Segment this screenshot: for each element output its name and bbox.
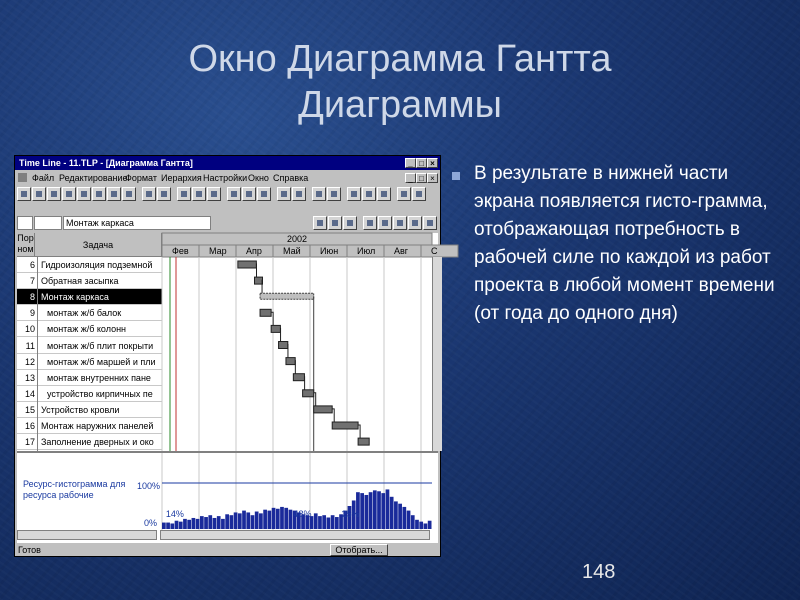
- menu-format[interactable]: Формат: [125, 173, 157, 183]
- month-label: Авг: [394, 246, 409, 256]
- table-row[interactable]: [17, 289, 162, 305]
- info-icon[interactable]: [423, 216, 437, 230]
- resource-icon[interactable]: [408, 216, 422, 230]
- task-name: Обратная засыпка: [41, 276, 119, 287]
- histogram-bar: [424, 523, 428, 529]
- print-icon[interactable]: [378, 216, 392, 230]
- year-label: 2002: [287, 234, 308, 244]
- histogram-bar: [377, 491, 381, 529]
- histogram-bar: [369, 492, 373, 529]
- table-row[interactable]: [17, 370, 162, 386]
- task-bar: [332, 422, 358, 429]
- menu-edit[interactable]: Редактирование: [59, 173, 128, 183]
- col-header-task[interactable]: Задача: [35, 233, 162, 257]
- timeline-window: [14, 155, 441, 557]
- copy-icon[interactable]: [92, 187, 106, 201]
- help-icon[interactable]: [412, 187, 426, 201]
- histogram-bar: [221, 519, 225, 529]
- histogram-bar: [327, 518, 331, 530]
- cell-ref-box[interactable]: [17, 216, 33, 230]
- histogram-bar: [415, 520, 419, 529]
- child-minimize-button[interactable]: _: [405, 173, 416, 183]
- cut-icon[interactable]: [77, 187, 91, 201]
- doc-menu-icon[interactable]: [18, 173, 27, 182]
- histogram-bar: [318, 516, 322, 529]
- task-number: 13: [24, 372, 35, 383]
- italic-icon[interactable]: [157, 187, 171, 201]
- task-name: Заполнение дверных и око: [41, 437, 154, 448]
- grid-icon[interactable]: [362, 187, 376, 201]
- menu-hierarchy[interactable]: Иерархия: [161, 173, 202, 183]
- edit-row: [17, 216, 438, 230]
- task-number: 9: [29, 308, 35, 319]
- histogram-bar: [230, 515, 234, 529]
- histogram-bar: [246, 512, 250, 529]
- table-row[interactable]: [17, 354, 162, 370]
- histogram-bar: [170, 523, 174, 529]
- histogram-bar: [284, 508, 288, 529]
- minimize-button[interactable]: _: [405, 158, 416, 168]
- month-label: Мар: [209, 246, 227, 256]
- table-row[interactable]: [17, 386, 162, 402]
- new-icon[interactable]: [17, 187, 31, 201]
- menu-settings[interactable]: Настройки: [203, 173, 248, 183]
- align-icon[interactable]: [192, 187, 206, 201]
- menu-help[interactable]: Справка: [273, 173, 309, 183]
- histogram-bar: [267, 511, 271, 529]
- task-bar: [303, 390, 314, 397]
- task-name: Монтаж каркаса: [41, 292, 109, 303]
- histogram-bar: [289, 510, 293, 529]
- font-icon[interactable]: [312, 187, 326, 201]
- slide-title-line2: Диаграммы: [298, 84, 502, 126]
- histogram-bar: [272, 508, 276, 529]
- underline-icon[interactable]: [177, 187, 191, 201]
- task-name: Гидроизоляция подземной: [41, 260, 153, 270]
- table-row[interactable]: [17, 338, 162, 354]
- open-icon[interactable]: [32, 187, 46, 201]
- task-name: устройство кирпичных пе: [47, 388, 153, 399]
- histogram-chart: [162, 453, 432, 531]
- histogram-bar: [419, 522, 423, 529]
- histogram-bar: [204, 517, 208, 529]
- month-label: Июл: [357, 246, 376, 256]
- histogram-bar: [192, 518, 196, 529]
- histogram-bar: [196, 519, 200, 529]
- task-number: 16: [24, 421, 35, 431]
- column-divider: [37, 257, 38, 451]
- slide-title: [0, 36, 800, 128]
- task-number: 6: [29, 260, 35, 270]
- menu-window[interactable]: Окно: [248, 173, 269, 183]
- find-icon[interactable]: [343, 216, 357, 230]
- paste-icon[interactable]: [107, 187, 121, 201]
- window-titlebar: [15, 156, 440, 170]
- histogram-bar: [166, 523, 170, 529]
- histogram-bar: [402, 507, 406, 529]
- histogram-bar: [200, 516, 204, 529]
- layout-icon[interactable]: [347, 187, 361, 201]
- window-title: Time Line - 11.TLP - [Диаграмма Гантта]: [19, 158, 193, 168]
- month-header-cell: [421, 245, 458, 257]
- histogram-bar: [398, 504, 402, 529]
- table-row[interactable]: [17, 418, 162, 434]
- maximize-button[interactable]: □: [416, 158, 427, 168]
- bullet-square-icon: [452, 172, 460, 180]
- histogram-bar: [187, 520, 191, 529]
- month-label: Июн: [320, 246, 339, 256]
- histogram-bar: [255, 512, 259, 529]
- task-name: монтаж ж/б балок: [47, 308, 122, 319]
- task-bar: [358, 438, 369, 445]
- histogram-bar: [373, 490, 377, 529]
- task-bar: [255, 277, 263, 284]
- histogram-bar: [234, 512, 238, 529]
- bold-icon[interactable]: [142, 187, 156, 201]
- histogram-bar: [335, 517, 339, 529]
- child-close-button[interactable]: ×: [427, 173, 438, 183]
- copy-icon[interactable]: [393, 216, 407, 230]
- zoom-out-icon[interactable]: [328, 216, 342, 230]
- task-number: 8: [29, 292, 35, 303]
- vertical-scrollbar[interactable]: [432, 257, 442, 451]
- histogram-bar: [360, 493, 364, 529]
- histogram-bar: [386, 489, 390, 529]
- table-row[interactable]: [17, 321, 162, 337]
- month-label: С: [431, 246, 438, 256]
- task-name: Устройство кровли: [41, 404, 120, 415]
- milestone-icon[interactable]: [292, 187, 306, 201]
- histogram-bar: [381, 493, 385, 529]
- save-icon[interactable]: [47, 187, 61, 201]
- histogram-annotation: 25%: [341, 509, 360, 519]
- histogram-bar: [280, 507, 284, 529]
- page-number: 148: [582, 561, 616, 583]
- table-row[interactable]: [17, 257, 162, 273]
- histogram-bar: [263, 510, 267, 529]
- task-bar: [286, 358, 295, 365]
- month-label: Май: [283, 246, 301, 256]
- task-bar: [314, 406, 333, 413]
- histogram-100-label: 100%: [137, 481, 161, 491]
- histogram-bar: [259, 513, 263, 529]
- histogram-bar: [183, 519, 187, 529]
- month-label: Фев: [172, 246, 189, 256]
- histogram-bar: [428, 521, 432, 529]
- histogram-label: Ресурс-гистограмма для ресурса рабочие: [23, 479, 126, 500]
- histogram-bar: [225, 514, 229, 529]
- histogram-bar: [179, 522, 183, 529]
- task-name: монтаж внутренних пане: [47, 372, 151, 383]
- histogram-bar: [394, 501, 398, 529]
- table-row[interactable]: [17, 305, 162, 321]
- histogram-bar: [411, 515, 415, 529]
- menu-file[interactable]: Файл: [32, 173, 55, 183]
- task-icon[interactable]: [277, 187, 291, 201]
- cell-ref-box-2[interactable]: [34, 216, 62, 230]
- slide-title-line1: Окно Диаграмма Гантта: [188, 38, 612, 80]
- undo-icon[interactable]: [122, 187, 136, 201]
- status-text: Готов: [18, 545, 41, 555]
- histogram-bar: [217, 516, 221, 529]
- histogram-bar: [162, 523, 166, 529]
- child-restore-button[interactable]: □: [416, 173, 427, 183]
- task-number: 14: [24, 388, 35, 399]
- task-edit-input[interactable]: Монтаж каркаса: [63, 216, 211, 230]
- status-bar: [15, 544, 440, 556]
- task-number: 11: [25, 340, 35, 351]
- task-name: монтаж ж/б плит покрыти: [47, 340, 154, 351]
- histogram-bar: [213, 518, 217, 529]
- col-header-number[interactable]: Пор ном: [17, 233, 35, 257]
- task-bar: [271, 325, 280, 332]
- task-name: Монтаж наружних панелей: [41, 421, 154, 431]
- table-row[interactable]: [17, 434, 162, 450]
- task-number: 17: [24, 437, 35, 448]
- histogram-bar: [251, 515, 255, 529]
- histogram-bar: [242, 511, 246, 529]
- task-bar: [293, 374, 304, 381]
- histogram-bar: [238, 513, 242, 529]
- link-icon[interactable]: [242, 187, 256, 201]
- task-bar: [260, 309, 271, 316]
- print-icon[interactable]: [62, 187, 76, 201]
- zoom-in-icon[interactable]: [313, 216, 327, 230]
- task-name: монтаж ж/б маршей и пли: [47, 356, 156, 367]
- sort-icon[interactable]: [397, 187, 411, 201]
- right-horizontal-scrollbar[interactable]: [160, 530, 430, 540]
- histogram-bar: [322, 515, 326, 529]
- color-icon[interactable]: [327, 187, 341, 201]
- histogram-bar: [276, 509, 280, 529]
- task-number: 15: [24, 404, 35, 415]
- bullet-text: В результате в нижней части экрана появляется гисто-грамма, отображающая потребность в рабочей силе по каждой из работ проекта в любой момент времени (от года до одного дня): [474, 163, 775, 324]
- histogram-bar: [331, 515, 335, 529]
- task-number: 12: [24, 356, 35, 367]
- task-number: 10: [24, 324, 35, 335]
- calendar-icon[interactable]: [363, 216, 377, 230]
- histogram-annotation: 14%: [165, 509, 184, 519]
- task-bar: [238, 261, 257, 268]
- histogram-bar: [314, 513, 318, 529]
- table-row[interactable]: [17, 273, 162, 289]
- histogram-bar: [407, 511, 411, 529]
- histogram-bar: [175, 521, 179, 529]
- left-horizontal-scrollbar[interactable]: [17, 530, 157, 540]
- summary-bar: [260, 293, 314, 299]
- unlink-icon[interactable]: [257, 187, 271, 201]
- task-number: 7: [29, 276, 35, 287]
- task-bar: [279, 342, 288, 349]
- gantt-chart: [162, 233, 438, 451]
- histogram-bar: [208, 515, 212, 529]
- outdent-icon[interactable]: [227, 187, 241, 201]
- histogram-bar: [390, 497, 394, 529]
- gantt-grid: [17, 233, 438, 451]
- menu-bar: [15, 171, 440, 185]
- close-button[interactable]: ×: [427, 158, 438, 168]
- histogram-0-label: 0%: [144, 518, 158, 528]
- table-row[interactable]: [17, 402, 162, 418]
- histogram-annotation: 48%: [293, 509, 312, 519]
- indent-icon[interactable]: [207, 187, 221, 201]
- filter-icon[interactable]: [377, 187, 391, 201]
- filter-button[interactable]: Отобрать...: [330, 544, 388, 556]
- task-name: монтаж ж/б колонн: [47, 324, 127, 335]
- histogram-bar: [365, 495, 369, 529]
- month-label: Апр: [246, 246, 262, 256]
